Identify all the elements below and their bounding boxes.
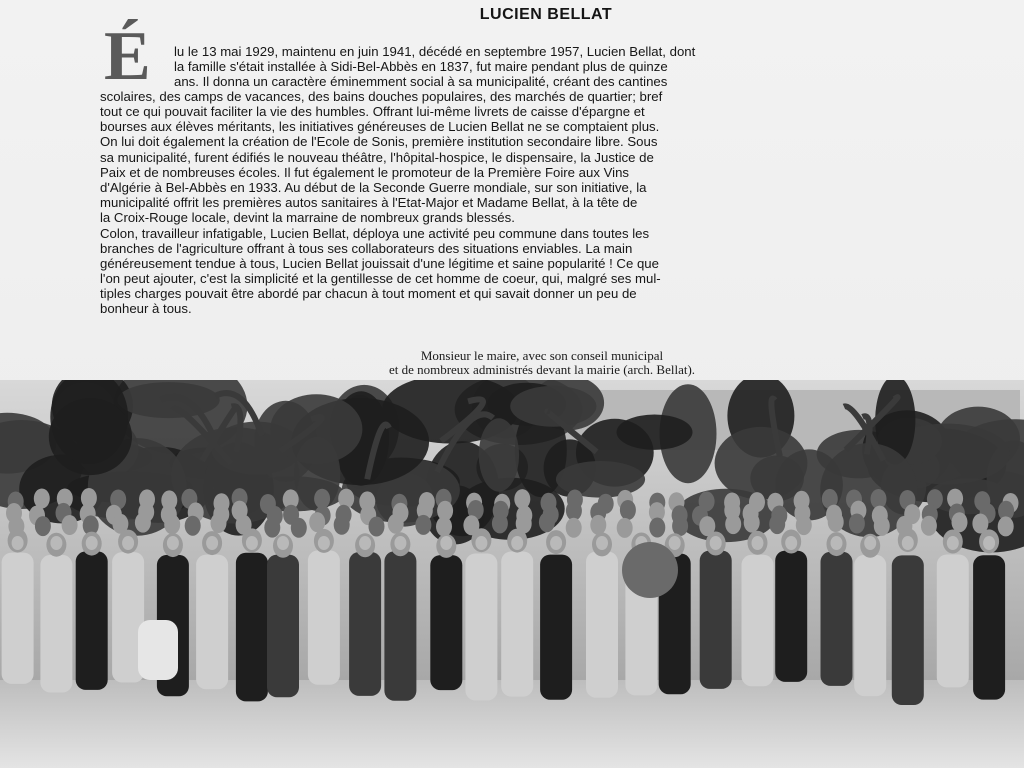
body-line: On lui doit également la création de l'Ecole de Sonis, première institution secondaire libre. Sous [100,134,658,149]
body-line: l'on peut ajouter, c'est la simplicité et la gentillesse de cet homme de coeur, qui, malgré ses mul- [100,271,661,286]
body-line: la famille s'était installée à Sidi-Bel-Abbès en 1837, fut maire pendant plus de quinze [174,59,668,74]
caption-line-2: et de nombreux administrés devant la mairie (arch. Bellat). [388,362,696,377]
body-line: Colon, travailleur infatigable, Lucien Bellat, déploya une activité peu commune dans toutes les [100,226,650,241]
body-line: Paix et de nombreuses écoles. Il fut également le promoteur de la Première Foire aux Vins [100,165,629,180]
photo-caption [0,349,1024,377]
group-photo [0,380,1024,768]
drop-cap: É [104,18,151,95]
body-line: tout ce qui pouvait faciliter la vie des humbles. Offrant lui-même livrets de caisse d'épargne et [100,104,645,119]
body-line: ans. Il donna un caractère éminemment social à sa municipalité, créant des cantines [174,74,668,89]
body-line: la Croix-Rouge locale, devint la marraine de nombreux grands blessés. [100,210,515,225]
body-line: scolaires, des camps de vacances, des bains douches populaires, des marchés de quartier; bref [100,89,663,104]
body-line: bourses aux élèves méritants, les initiatives généreuses de Lucien Bellat ne se comptaient plus. [100,119,660,134]
caption-line-1: Monsieur le maire, avec son conseil municipal [420,348,664,363]
article-title: LUCIEN BELLAT [479,6,613,23]
body-line: tiples charges pouvait être abordé par chacun à tout moment et qui savait donner un peu de [100,286,637,301]
group-photo-image [0,380,1024,768]
body-line: généreusement tendue à tous, Lucien Bellat jouissait d'une légitime et saine popularité ! Ce que [100,256,659,271]
body-line: d'Algérie à Bel-Abbès en 1933. Au début de la Seconde Guerre mondiale, sur son initiative, la [100,180,647,195]
body-line: branches de l'agriculture offrant à tous ses collaborateurs des situations enviables. La main [100,241,633,256]
body-line: lu le 13 mai 1929, maintenu en juin 1941, décédé en septembre 1957, Lucien Bellat, dont [174,44,696,59]
body-line: sa municipalité, furent édifiés le nouveau théâtre, l'hôpital-hospice, le dispensaire, la Justice de [100,150,654,165]
body-line: municipalité offrit les premières autos sanitaires à l'Etat-Major et Madame Bellat, à la tête de [100,195,638,210]
body-line: bonheur à tous. [100,301,192,316]
